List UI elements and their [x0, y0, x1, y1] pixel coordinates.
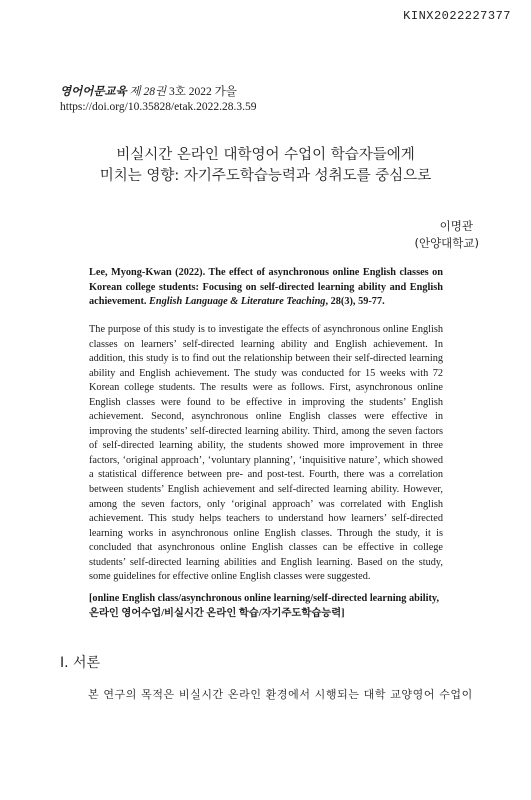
document-id: KINX2022227377 [403, 9, 511, 23]
journal-volume: 제 28권 [129, 86, 167, 98]
author-affiliation: (안양대학교) [414, 236, 479, 250]
citation-article-title: The effect of asynchronous online English classes on Korean college students: Focusing on self-directed learning ability and English achievement. [89, 267, 443, 308]
journal-info [60, 84, 237, 100]
citation-authors: Lee, Myong-Kwan (2022). [89, 267, 209, 278]
keywords-korean: 온라인 영어수업/비실시간 온라인 학습/자기주도학습능력] [89, 607, 345, 619]
title-line-1: 비실시간 온라인 대학영어 수업이 학습자들에게 [116, 147, 415, 163]
journal-name: 영어어문교육 [60, 86, 127, 98]
citation-journal: English Language & Literature Teaching [149, 296, 326, 308]
body-text: 본 연구의 목적은 비실시간 온라인 환경에서 시행되는 대학 교양영어 수업이 [88, 688, 473, 701]
keywords-english: [online English class/asynchronous online learning/self-directed learning ability, [89, 593, 440, 604]
section-heading: I. 서론 [60, 655, 101, 671]
doi-link[interactable]: https://doi.org/10.35828/etak.2022.28.3.59 [60, 101, 257, 113]
keywords [89, 592, 445, 621]
citation-volume: , 28(3), 59-77. [325, 296, 385, 308]
abstract: The purpose of this study is to investigate the effects of asynchronous online English classes on learners’ self-directed learning ability and English achievement. In addition, this study is to find out the relationship between their self-directed learning ability and English achievement. The study was conducted for 15 weeks with 72 Korean college students. The results were as follows. First, asynchronous online English classes were found to be effective in improving the students’ English achievement. Second, asynchronous online English classes were effective in improving the students’ self-directed learning ability. Third, among the seven factors of self-directed learning ability, the students showed more improvement in three factors, ‘original approach’, ‘voluntary planning’, ‘inquisitive nature’, which showed a statistical difference between pre- and post-test. Fourth, there was a correlation between students’ English achievement and self-directed learning ability. However, among the seven factors, only ‘original approach’ was correlated with English achievement. This study helps teachers to understand how learners’ self-directed learning works in asynchronous online English classes. Through the study, it is concluded that asynchronous online English classes can be effective in college students’ self-directed learning abilities and English learning. Based on the study, some guidelines for effective online English classes were suggested. [89, 324, 443, 583]
author-name: 이명관 [439, 219, 473, 233]
citation [89, 266, 443, 310]
title-line-2: 미치는 영향: 자기주도학습능력과 성취도를 중심으로 [99, 168, 432, 184]
paper-title [40, 145, 491, 187]
journal-issue-date: 3호 2022 가을 [169, 86, 237, 98]
